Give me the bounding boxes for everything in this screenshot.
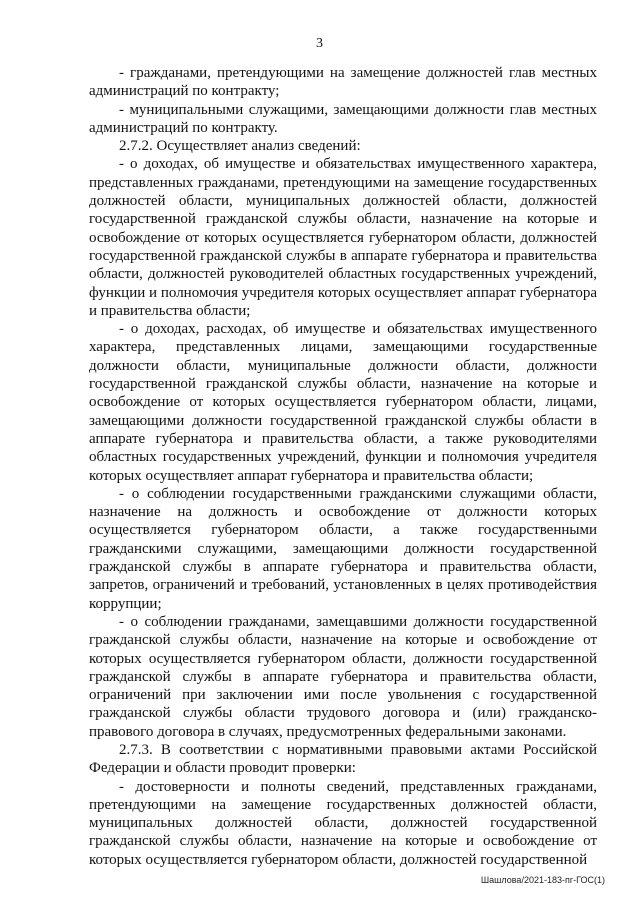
section-heading-2-7-3: 2.7.3. В соответствии с нормативными правовыми актами Российской Федерации и области проводит проверки:	[89, 741, 597, 777]
paragraph-income-officials: - о доходах, расходах, об имуществе и обязательствах имущественного характера, представленных лицами, замещающими государственные должности области, муниципальные должности области, должности государственной гражданской службы области, назначение на которые и освобождение от которых осуществляется губернатором области, лицами, замещающими должности государственной гражданской службы области в аппарате губернатора и правительства области, а также руководителями областных государственных учреждений, функции и полномочия учредителя которых осуществляет аппарат губернатора и правительства области;	[89, 321, 597, 484]
section-heading-2-7-2: 2.7.2. Осуществляет анализ сведений:	[119, 138, 361, 155]
paragraph-income-candidates: - о доходах, об имуществе и обязательствах имущественного характера, представленных гражданами, претендующими на замещение государственных должностей области, муниципальных должностей области, должностей государственной гражданской службы области, назначение на которые и освобождение от которых осуществляется губернатором области, должностей государственной гражданской службы в аппарате губернатора и правительства области, должностей руководителей областных государственных учреждений, функции и полномочия учредителя которых осуществляет аппарат губернатора и правительства области;	[89, 156, 597, 319]
document-body	[89, 64, 597, 869]
paragraph-compliance-servants: - о соблюдении государственными гражданскими служащими области, назначение на должность и освобождение от должности которых осуществляется губернатором области, а также государственными гражданскими служащими, замещающими должности государственной гражданской службы в аппарате губернатора и правительства области, запретов, ограничений и требований, установленных в целях противодействия коррупции;	[89, 485, 597, 612]
paragraph-candidates-local-admin-heads: - гражданами, претендующими на замещение должностей глав местных администраций по контракту;	[89, 65, 597, 100]
document-reference-code: Шашлова/2021-183-пг-ГОС(1)	[480, 875, 605, 885]
paragraph-municipal-servants-local-admin-heads: - муниципальными служащими, замещающими должности глав местных администраций по контракту.	[89, 101, 597, 136]
paragraph-compliance-former-servants: - о соблюдении гражданами, замещавшими должности государственной гражданской службы области, назначение на которые и освобождение от которых осуществляется губернатором области, должности государственной гражданской службы в аппарате губернатора и правительства области, ограничений при заключении ими после увольнения с государственной гражданской службы области трудового договора и (или) гражданско-правового договора в случаях, предусмотренных федеральными законами.	[89, 613, 597, 740]
page-number: 3	[316, 36, 323, 51]
paragraph-verification-accuracy: - достоверности и полноты сведений, представленных гражданами, претендующими на замещение государственных должностей области, муниципальных должностей области, должностей государственной гражданской службы области, назначение на которые и освобождение от которых осуществляется губернатором области, должностей государственной	[89, 778, 597, 868]
